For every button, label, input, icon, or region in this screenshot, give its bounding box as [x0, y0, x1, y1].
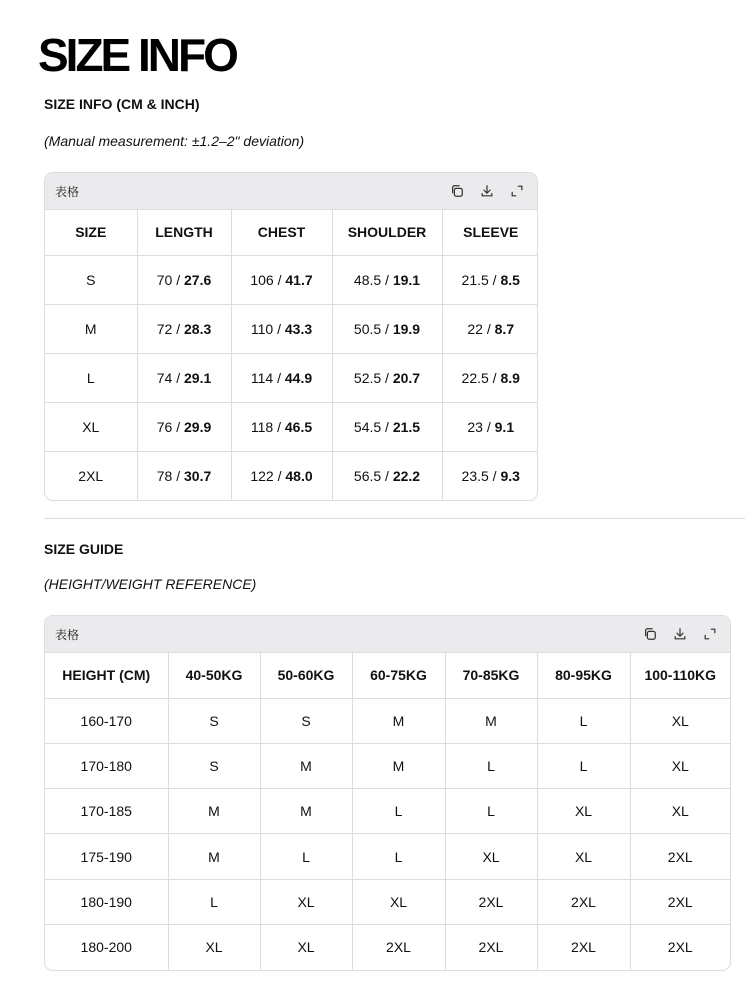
column-header: 100-110KG [630, 653, 730, 698]
size-cell: 2XL [352, 924, 445, 969]
size-cell: XL [260, 879, 352, 924]
inch-value: 41.7 [285, 271, 313, 288]
size-guide-table [45, 653, 730, 970]
column-header: SIZE [45, 210, 137, 255]
size-cell: 2XL [537, 924, 630, 969]
size-cell: L [445, 789, 537, 834]
table-row [45, 698, 730, 743]
table-row [45, 743, 730, 788]
cm-value: 106 [250, 271, 274, 288]
size-cell: XL [537, 789, 630, 834]
shoulder-cell: 50.5 / 19.9 [332, 304, 442, 353]
height-cell: 180-200 [45, 924, 168, 969]
sleeve-cell: 23 / 9.1 [442, 402, 538, 451]
size-cell: L [352, 834, 445, 879]
table-row [45, 879, 730, 924]
chest-cell: 122 / 48.0 [231, 451, 332, 500]
cm-value: 72 [156, 320, 173, 337]
length-cell: 76 / 29.9 [137, 402, 231, 451]
column-header: 60-75KG [352, 653, 445, 698]
column-header: HEIGHT (CM) [45, 653, 168, 698]
cm-value: 122 [250, 467, 274, 484]
inch-value: 9.3 [500, 467, 520, 484]
size-guide-note: (HEIGHT/WEIGHT REFERENCE) [44, 576, 257, 592]
size-info-note: (Manual measurement: ±1.2–2" deviation) [44, 133, 305, 149]
cm-value: 48.5 [353, 271, 382, 288]
shoulder-cell: 48.5 / 19.1 [332, 255, 442, 304]
column-header: 40-50KG [168, 653, 260, 698]
expand-icon[interactable] [508, 182, 526, 200]
size-cell: M [352, 698, 445, 743]
size-cell: XL [445, 834, 537, 879]
size-cell: XL [630, 698, 730, 743]
size-cell: M [260, 743, 352, 788]
table-row [45, 255, 538, 304]
size-cell: M [352, 743, 445, 788]
size-cell: 2XL [537, 879, 630, 924]
shoulder-cell: 52.5 / 20.7 [332, 353, 442, 402]
height-cell: 180-190 [45, 879, 168, 924]
sleeve-cell: 22 / 8.7 [442, 304, 538, 353]
shoulder-cell: 54.5 / 21.5 [332, 402, 442, 451]
size-cell: XL [260, 924, 352, 969]
cm-value: 52.5 [353, 369, 382, 386]
size-cell: M [260, 789, 352, 834]
size-cell: 2XL [667, 939, 693, 956]
size-cell: 2XL [45, 451, 137, 500]
sleeve-cell: 22.5 / 8.9 [442, 353, 538, 402]
cm-value: 76 [156, 418, 173, 435]
expand-icon[interactable] [701, 625, 719, 643]
inch-value: 8.5 [500, 271, 520, 288]
length-cell: 74 / 29.1 [137, 353, 231, 402]
inch-value: 20.7 [392, 369, 421, 386]
inch-value: 19.9 [392, 320, 421, 337]
size-cell: L [168, 879, 260, 924]
size-cell: XL [352, 879, 445, 924]
cm-value: 22 [467, 320, 483, 337]
page-title: SIZE INFO [38, 29, 236, 81]
size-cell: S [45, 255, 137, 304]
size-cell: XL [630, 743, 730, 788]
size-info-table-card [44, 172, 538, 501]
chest-cell: 110 / 43.3 [231, 304, 332, 353]
table-row [45, 789, 730, 834]
inch-value: 8.7 [494, 320, 515, 337]
size-cell: 2XL [445, 879, 537, 924]
cm-value: 50.5 [353, 320, 382, 337]
chest-cell: 106 / 41.7 [231, 255, 332, 304]
size-info-table [45, 210, 538, 500]
sleeve-cell: 23.5 / 9.3 [461, 467, 520, 484]
copy-icon[interactable] [448, 182, 466, 200]
size-guide-table-card [44, 615, 731, 971]
size-cell: 2XL [445, 924, 537, 969]
cm-value: 21.5 [461, 271, 489, 288]
size-cell: XL [45, 402, 137, 451]
size-cell: M [168, 789, 260, 834]
cm-value: 110 [250, 320, 274, 337]
size-cell: L [45, 353, 137, 402]
sleeve-cell: 21.5 / 8.5 [442, 255, 538, 304]
length-cell: 70 / 27.6 [137, 255, 231, 304]
chest-cell: 114 / 44.9 [231, 353, 332, 402]
column-header: CHEST [231, 210, 332, 255]
inch-value: 9.1 [494, 418, 515, 435]
cm-value: 74 [156, 369, 173, 386]
inch-value: 29.1 [184, 369, 212, 386]
size-cell: S [260, 698, 352, 743]
size-cell: XL [630, 789, 730, 834]
cm-value: 114 [250, 369, 274, 386]
table-row [45, 834, 730, 879]
size-cell: L [260, 834, 352, 879]
copy-icon[interactable] [641, 625, 659, 643]
size-cell: M [45, 304, 137, 353]
column-header: SLEEVE [442, 210, 538, 255]
cm-value: 23 [467, 418, 483, 435]
table-label: 表格 [55, 184, 80, 199]
section-divider [44, 518, 745, 519]
cm-value: 118 [250, 418, 274, 435]
table-row [45, 924, 730, 969]
length-cell: 78 / 30.7 [137, 451, 231, 500]
table-row [45, 353, 538, 402]
download-icon[interactable] [478, 182, 496, 200]
cm-value: 70 [156, 271, 173, 288]
cm-value: 22.5 [461, 369, 489, 386]
shoulder-cell: 56.5 / 22.2 [332, 451, 442, 500]
download-icon[interactable] [671, 625, 689, 643]
size-guide-heading: SIZE GUIDE [44, 541, 124, 557]
inch-value: 8.9 [500, 369, 520, 386]
size-cell: XL [537, 834, 630, 879]
inch-value: 22.2 [392, 467, 421, 484]
inch-value: 46.5 [284, 418, 313, 435]
column-header: 80-95KG [537, 653, 630, 698]
size-cell: XL [168, 924, 260, 969]
chest-cell: 118 / 46.5 [231, 402, 332, 451]
inch-value: 43.3 [284, 320, 313, 337]
size-cell: 2XL [630, 879, 730, 924]
size-cell: L [352, 789, 445, 834]
height-cell: 160-170 [45, 698, 168, 743]
table-row [45, 402, 538, 451]
size-cell: M [445, 698, 537, 743]
cm-value: 23.5 [461, 467, 489, 484]
cm-value: 56.5 [353, 467, 382, 484]
height-cell: 170-180 [45, 743, 168, 788]
column-header: 70-85KG [445, 653, 537, 698]
inch-value: 19.1 [392, 271, 421, 288]
column-header: 50-60KG [260, 653, 352, 698]
size-cell: S [168, 698, 260, 743]
table-row [45, 451, 538, 500]
cm-value: 54.5 [353, 418, 382, 435]
size-cell: S [168, 743, 260, 788]
table-label: 表格 [55, 627, 80, 642]
inch-value: 28.3 [184, 320, 212, 337]
inch-value: 21.5 [392, 418, 421, 435]
height-cell: 175-190 [45, 834, 168, 879]
size-cell: L [537, 698, 630, 743]
inch-value: 29.9 [184, 418, 212, 435]
inch-value: 48.0 [285, 467, 313, 484]
table-row [45, 304, 538, 353]
size-info-heading: SIZE INFO (CM & INCH) [44, 96, 200, 112]
height-cell: 170-185 [45, 789, 168, 834]
size-cell: 2XL [630, 834, 730, 879]
column-header: LENGTH [137, 210, 231, 255]
table-toolbar [45, 616, 730, 653]
size-cell: L [445, 743, 537, 788]
cm-value: 78 [156, 467, 173, 484]
size-cell: M [168, 834, 260, 879]
column-header: SHOULDER [332, 210, 442, 255]
table-toolbar [45, 173, 537, 210]
size-cell: L [537, 743, 630, 788]
length-cell: 72 / 28.3 [137, 304, 231, 353]
inch-value: 27.6 [184, 271, 212, 288]
inch-value: 44.9 [284, 369, 313, 386]
inch-value: 30.7 [184, 467, 212, 484]
